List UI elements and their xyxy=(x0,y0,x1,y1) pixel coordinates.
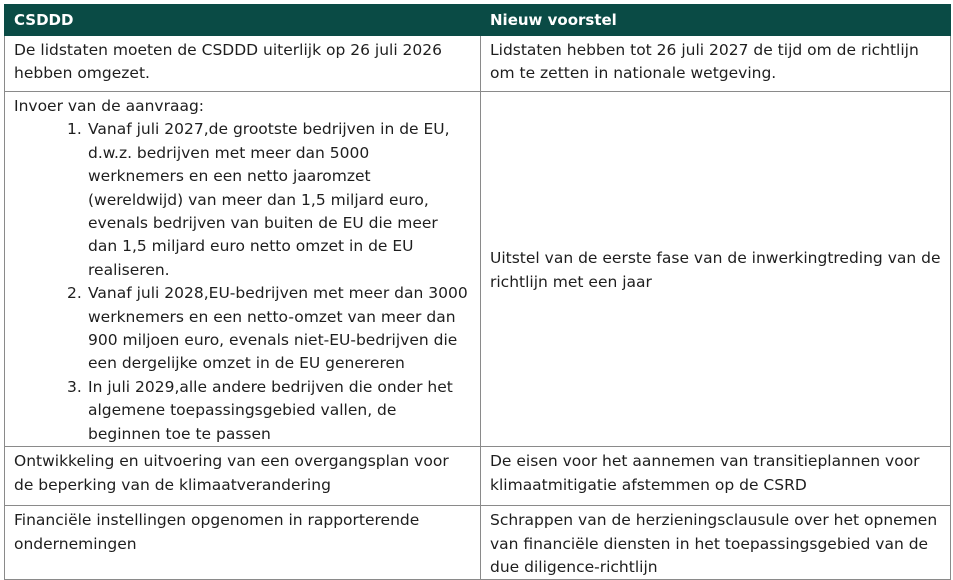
list-item-number: 2. xyxy=(67,284,82,303)
application-intro: Invoer van de aanvraag: xyxy=(14,97,205,115)
list-item-text: Vanaf juli 2028,EU-bedrijven met meer dan 3000 werknemers en een netto-omzet van meer dan 900 miljoen euro, evenals niet-EU-bedrijven die een dergelijke omzet in de EU genereren xyxy=(88,284,468,373)
list-item xyxy=(67,282,468,376)
table-header-row xyxy=(5,5,951,36)
row1-proposal-cell: Lidstaten hebben tot 26 juli 2027 de tijd om de richtlijn om te zetten in nationale wetgeving. xyxy=(481,36,951,92)
comparison-table xyxy=(4,4,951,580)
table-row xyxy=(5,506,951,580)
list-item-number: 3. xyxy=(67,377,82,396)
row2-proposal-cell: Uitstel van de eerste fase van de inwerkingtreding van de richtlijn met een jaar xyxy=(481,92,951,447)
phase-list xyxy=(14,118,472,446)
row1-csddd-cell: De lidstaten moeten de CSDDD uiterlijk op 26 juli 2026 hebben omgezet. xyxy=(5,36,481,92)
header-nieuw-voorstel: Nieuw voorstel xyxy=(481,5,951,36)
table-row xyxy=(5,92,951,447)
row3-proposal-cell: De eisen voor het aannemen van transitieplannen voor klimaatmitigatie afstemmen op de CSRD xyxy=(481,447,951,506)
list-item-text: In juli 2029,alle andere bedrijven die onder het algemene toepassingsgebied vallen, de beginnen toe te passen xyxy=(88,377,453,443)
row4-proposal-cell: Schrappen van de herzieningsclausule over het opnemen van financiële diensten in het toepassingsgebied van de due diligence-richtlijn xyxy=(481,506,951,580)
table-row xyxy=(5,447,951,506)
list-item xyxy=(67,376,468,446)
list-item-number: 1. xyxy=(67,120,82,139)
list-item xyxy=(67,118,468,282)
table-row xyxy=(5,36,951,92)
header-csddd: CSDDD xyxy=(5,5,481,36)
row2-csddd-cell xyxy=(5,92,481,447)
list-item-text: Vanaf juli 2027,de grootste bedrijven in de EU, d.w.z. bedrijven met meer dan 5000 werknemers en een netto jaaromzet (wereldwijd) van meer dan 1,5 miljard euro, evenals bedrijven van buiten de EU die meer dan 1,5 miljard euro netto omzet in de EU realiseren. xyxy=(88,120,450,279)
row4-csddd-cell: Financiële instellingen opgenomen in rapporterende ondernemingen xyxy=(5,506,481,580)
row3-csddd-cell: Ontwikkeling en uitvoering van een overgangsplan voor de beperking van de klimaatverandering xyxy=(5,447,481,506)
